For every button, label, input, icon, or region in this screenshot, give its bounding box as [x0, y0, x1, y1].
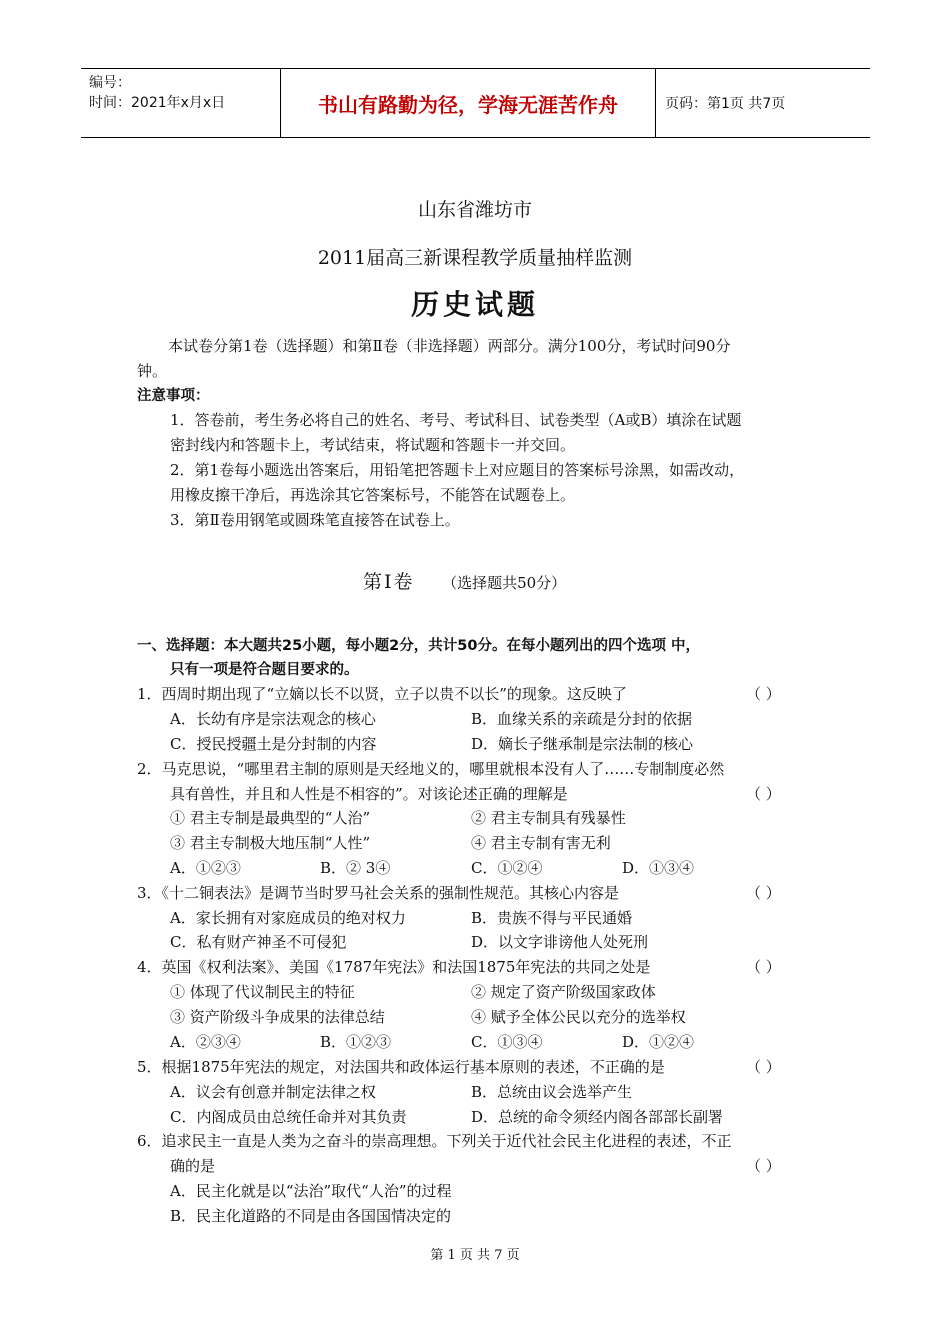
q4-statement-1: ① 体现了代议制民主的特征: [170, 983, 355, 1001]
q2-statement-1: ① 君主专制是最典型的“人治”: [170, 809, 371, 827]
q1-option-c: C．授民授疆土是分封制的内容: [170, 735, 377, 753]
q2-statement-2: ② 君主专制具有残暴性: [471, 809, 626, 827]
q5-option-d: D．总统的命令须经内阁各部部长副署: [471, 1108, 724, 1126]
q1-option-b: B．血缘关系的亲疏是分封的依据: [471, 710, 693, 728]
section-subtitle: （选择题共50分）: [442, 574, 567, 592]
q3-answer-paren: （ ）: [746, 884, 781, 902]
intro-line-2: 钟。: [137, 362, 168, 380]
note-1a: 1．答卷前，考生务必将自己的姓名、考号、考试科目、试卷类型（A或B）填涂在试题: [170, 411, 742, 429]
title-subject: 历史试题: [410, 288, 539, 321]
q2-statement-3: ③ 君主专制极大地压制“人性”: [170, 834, 371, 852]
q1-answer-paren: （ ）: [746, 685, 781, 703]
q2-answer-paren: （ ）: [746, 785, 781, 803]
q4-stem: 4．英国《权利法案》、美国《1787年宪法》和法国1875年宪法的共同之处是: [137, 958, 651, 976]
q2-stem-1: 2．马克思说，“哪里君主制的原则是天经地义的，哪里就根本没有人了……专制制度必然: [137, 760, 725, 778]
q3-stem: 3．《十二铜表法》是调节当时罗马社会关系的强制性规范。其核心内容是: [137, 884, 620, 902]
q4-statement-2: ② 规定了资产阶级国家政体: [471, 983, 656, 1001]
note-3: 3．第Ⅱ卷用钢笔或圆珠笔直接答在试卷上。: [170, 511, 460, 529]
section-heading: [363, 572, 566, 593]
q6-option-b: B．民主化道路的不同是由各国国情决定的: [170, 1207, 452, 1225]
q5-stem: 5．根据1875年宪法的规定，对法国共和政体运行基本原则的表述，不正确的是: [137, 1058, 665, 1076]
q6-option-a: A．民主化就是以“法治”取代“人治”的过程: [170, 1182, 452, 1200]
q5-option-a: A．议会有创意并制定法律之权: [170, 1083, 376, 1101]
page-header: [81, 68, 870, 138]
q2-option-a: A．①②③: [170, 859, 241, 877]
q1-stem: 1．西周时期出现了“立嫡以长不以贤，立子以贵不以长”的现象。这反映了: [137, 685, 627, 703]
q5-option-c: C．内阁成员由总统任命并对其负责: [170, 1108, 407, 1126]
q3-option-a: A．家长拥有对家庭成员的绝对权力: [170, 909, 406, 927]
q6-stem-1: 6．追求民主一直是人类为之奋斗的崇高理想。下列关于近代社会民主化进程的表述，不正: [137, 1132, 732, 1150]
q5-answer-paren: （ ）: [746, 1058, 781, 1076]
q1-option-d: D．嫡长子继承制是宗法制的核心: [471, 735, 694, 753]
header-number: 编号：: [89, 75, 131, 91]
note-2a: 2．第1卷每小题选出答案后，用铅笔把答题卡上对应题目的答案标号涂黑，如需改动，: [170, 461, 745, 479]
section-title: 第Ⅰ卷: [363, 571, 415, 593]
instruction-line-1: 一、选择题：本大题共25小题，每小题2分，共计50分。在每小题列出的四个选项 中，: [137, 638, 700, 654]
notes-heading: 注意事项：: [137, 388, 210, 404]
page-footer: 第 1 页 共 7 页: [430, 1248, 520, 1263]
q6-answer-paren: （ ）: [746, 1157, 781, 1175]
q4-option-d: D．①②④: [622, 1033, 695, 1051]
q3-option-d: D．以文字诽谤他人处死刑: [471, 933, 649, 951]
q1-option-a: A．长幼有序是宗法观念的核心: [170, 710, 376, 728]
q4-answer-paren: （ ）: [746, 958, 781, 976]
q5-option-b: B．总统由议会选举产生: [471, 1083, 633, 1101]
q4-option-a: A．②③④: [170, 1033, 241, 1051]
note-2b: 用橡皮擦干净后，再选涂其它答案标号，不能答在试题卷上。: [170, 486, 576, 504]
header-meta: [81, 69, 281, 137]
q4-option-b: B．①②③: [320, 1033, 392, 1051]
header-page-info: 页码：第1页 共7页: [665, 96, 786, 112]
q2-option-b: B．② 3④: [320, 859, 391, 877]
q2-statement-4: ④ 君主专制有害无利: [471, 834, 611, 852]
header-motto: 书山有路勤为径，学海无涯苦作舟: [281, 69, 656, 137]
q2-option-c: C．①②④: [471, 859, 543, 877]
q4-statement-3: ③ 资产阶级斗争成果的法律总结: [170, 1008, 385, 1026]
q6-stem-2: 确的是: [170, 1157, 216, 1175]
q4-statement-4: ④ 赋予全体公民以充分的选举权: [471, 1008, 686, 1026]
q3-option-b: B．贵族不得与平民通婚: [471, 909, 633, 927]
instruction-line-2: 只有一项是符合题目要求的。: [170, 662, 359, 678]
q2-option-d: D．①③④: [622, 859, 695, 877]
q4-option-c: C．①③④: [471, 1033, 543, 1051]
title-region: 山东省潍坊市: [417, 199, 532, 221]
intro-line-1: 本试卷分第1卷（选择题）和第Ⅱ卷（非选择题）两部分。满分100分，考试时问90分: [168, 337, 731, 355]
note-1b: 密封线内和答题卡上，考试结束，将试题和答题卡一并交回。: [170, 436, 576, 454]
header-time: 时间：2021年x月x日: [89, 95, 226, 111]
q3-option-c: C．私有财产神圣不可侵犯: [170, 933, 347, 951]
q2-stem-2: 具有兽性，并且和人性是不相容的”。对该论述正确的理解是: [170, 785, 568, 803]
title-exam: 2011届高三新课程教学质量抽样监测: [317, 247, 633, 269]
